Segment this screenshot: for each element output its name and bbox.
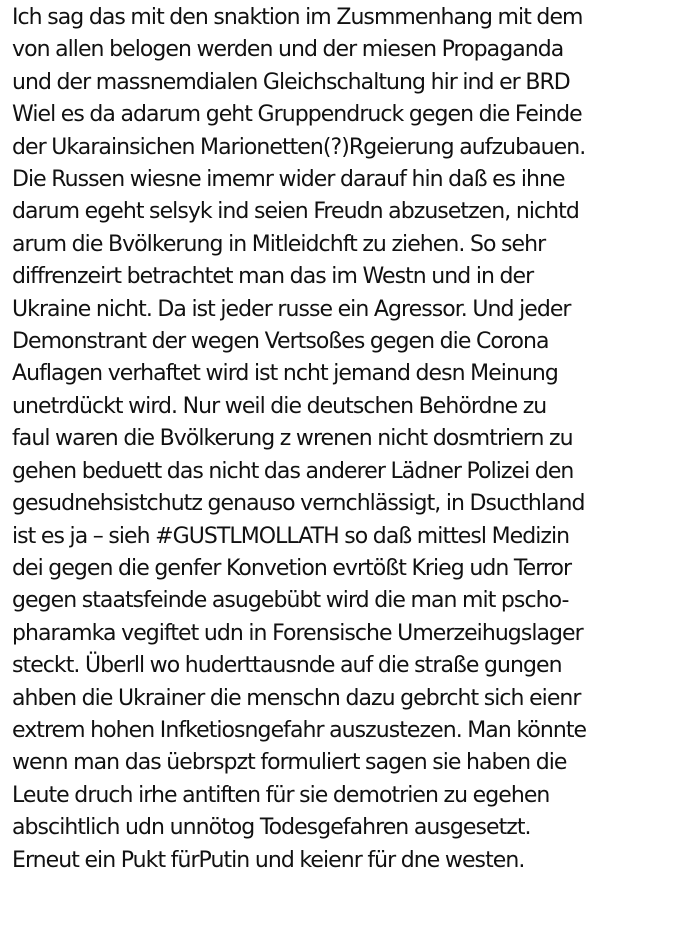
text-line: extrem hohen Infketiosngefahr auszustezen. Man könnte: [12, 717, 587, 743]
text-line: gesudnehsistchutz genauso vernchlässigt, in Dsucthland: [12, 491, 585, 517]
document-text: [12, 2, 680, 877]
text-line: ist es ja – sieh #GUSTLMOLLATH so daß mittesl Medizin: [12, 523, 570, 549]
text-line: diffrenzeirt betrachtet man das im Westn und in der: [12, 264, 534, 290]
text-line: ahben die Ukrainer die menschn dazu gebrcht sich eienr: [12, 685, 581, 711]
text-line: Auflagen verhaftet wird ist ncht jemand desn Meinung: [12, 361, 558, 387]
text-line: arum die Bvölkerung in Mitleidchft zu ziehen. So sehr: [12, 231, 546, 257]
text-line: abscihtlich udn unnötog Todesgefahren ausgesetzt.: [12, 815, 531, 841]
text-line: Leute druch irhe antiften für sie demotrien zu egehen: [12, 782, 550, 808]
text-line: Erneut ein Pukt fürPutin und keienr für dne westen.: [12, 847, 525, 873]
text-line: der Ukarainsichen Marionetten(?)Rgeierung aufzubauen.: [12, 134, 586, 160]
text-line: steckt. Überll wo huderttausnde auf die straße gungen: [12, 653, 562, 679]
text-line: faul waren die Bvölkerung z wrenen nicht dosmtriern zu: [12, 426, 573, 452]
text-line: pharamka vegiftet udn in Forensische Umerzeihugslager: [12, 620, 583, 646]
text-line: und der massnemdialen Gleichschaltung hir ind er BRD: [12, 69, 570, 95]
text-line: Die Russen wiesne imemr wider darauf hin daß es ihne: [12, 167, 565, 193]
text-line: Ukraine nicht. Da ist jeder russe ein Agressor. Und jeder: [12, 296, 571, 322]
text-line: wenn man das üebrspzt formuliert sagen sie haben die: [12, 750, 567, 776]
text-line: dei gegen die genfer Konvetion evrtößt Krieg udn Terror: [12, 555, 572, 581]
text-line: gegen staatsfeinde asugebübt wird die man mit pscho-: [12, 588, 569, 614]
text-line: Demonstrant der wegen Vertsoßes gegen die Corona: [12, 329, 549, 355]
text-line: darum egeht selsyk ind seien Freudn abzusetzen, nichtd: [12, 199, 579, 225]
text-line: Wiel es da adarum geht Gruppendruck gegen die Feinde: [12, 102, 582, 128]
text-line: von allen belogen werden und der miesen Propaganda: [12, 37, 564, 63]
text-line: gehen beduett das nicht das anderer Lädner Polizei den: [12, 458, 574, 484]
text-line: Ich sag das mit den snaktion im Zusmmenhang mit dem: [12, 5, 583, 30]
text-line: unetrdückt wird. Nur weil die deutschen Behördne zu: [12, 393, 547, 419]
